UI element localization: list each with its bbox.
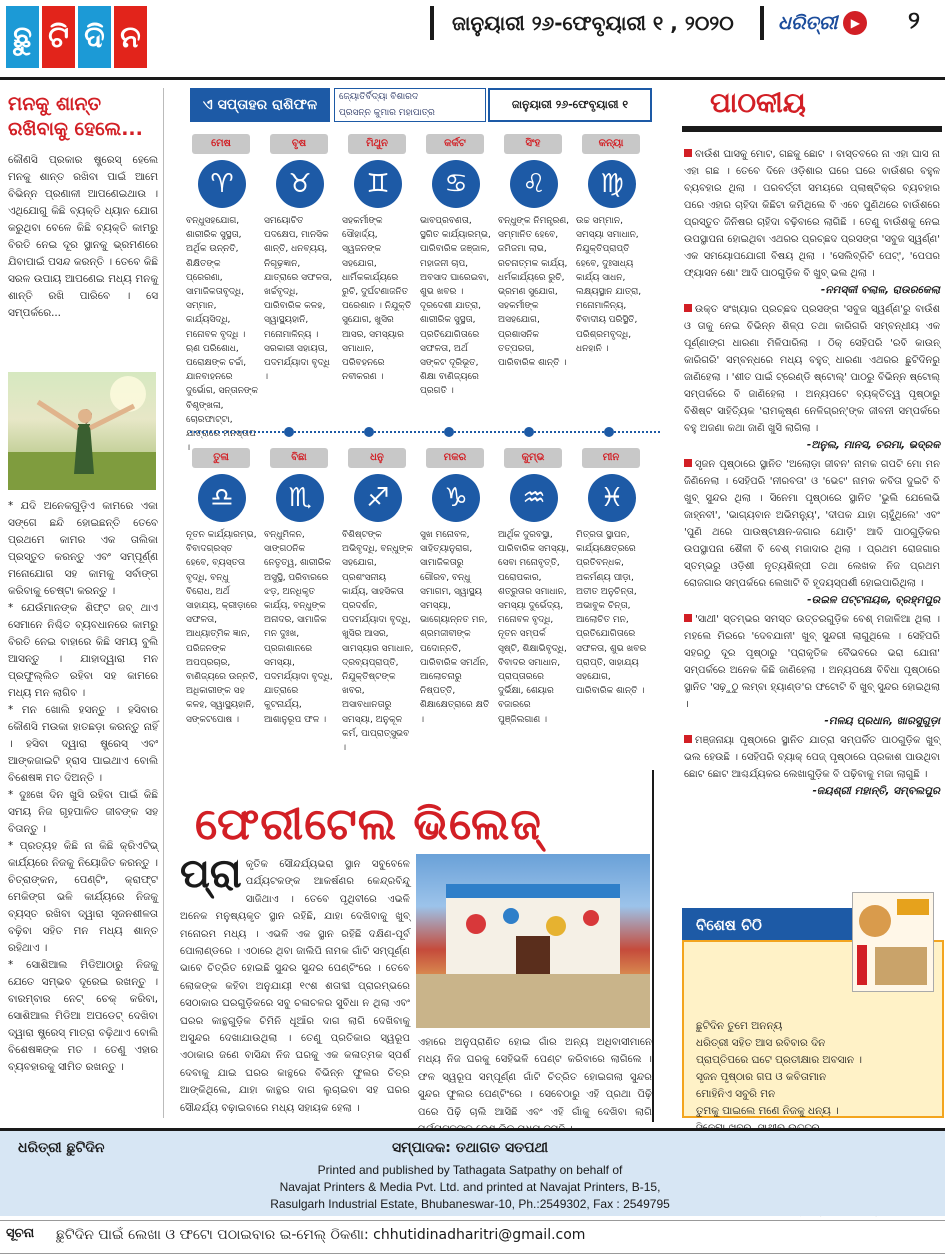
feature-text-right: ଏହାରେ ଅନୁପ୍ରାଣିତ ହୋଇ ଗାଁର ଅନ୍ୟ ଅଧିବାସୀମାନେ ମଧ୍ୟ ନିଜ ଘରକୁ ସେହିଭଳି ପେଣ୍ଟ କରିବାରେ ଲାଗିଲେ । ଫଳ ସ୍ୱରୂପ ସମ୍ପୂର୍ଣ୍ଣ ଗାଁଟି ଚିତ୍ରିତ ହୋଇଗଲା ସୁନ୍ଦର ସୁନ୍ଦର ଫୁଲର ପେଣ୍ଟିଂରେ । ସେବେଠାରୁ ଏହି ପ୍ରଥା ପିଢ଼ି ପରେ ପିଢ଼ି ଚାଲି ଆସିଛି ଏବଂ ଏହି ଗାଁକୁ ଦେଖିବା ଲାଗି [418, 1037, 652, 1118]
poem-line: ମୋହିନିଏ ସବୁରି ମନ [696, 1088, 776, 1100]
zodiac-sign [342, 448, 414, 755]
letter-text: ସୃଜନ ପୃଷ୍ଠାରେ ସ୍ଥାନିତ 'ଅଲୋଡ଼ା ଜୀବନ' ନାମକ ଗପଟି ମୋ ମନ ଜିଣିନେଲା । ସେହିପରି 'ନୀରବତା' ଓ 'ଭେଟ' ନାମକ କବିତା ଦୁଇଟି ବି ଖୁବ୍ ସୁନ୍ଦର ଥିଲା । ସିନେମା ପୃଷ୍ଠାରେ ସ୍ଥାନିତ 'ଭୁଲି ଯେଲେଭି ଜାହ୍ନବୀ', 'ଭାଗ୍ୟବାନ ଅଭିମନ୍ୟୁ', 'ଦୀପକ ଯାହା ଚାହୁଁଥିଲେ' ଏବଂ 'ପୁଣି ଥରେ ପାଉଷ୍ଟାକ୍ଷନ-ଜଗାର ଯୋଡ଼ି' ଆଦି ପାଠଗୁଡ଼ିକର ଉପସ୍ଥାପନା ଶୈଳୀ ବି ବେଶ୍ ମଜାଦାର ଥିଲା । ପ୍ରଥମ ରୋଜଗାର ସ୍ତମ୍ଭରୁ ଓଡ଼ିଶୀ ନୃତ୍ୟଶିଳ୍ପୀ ତଥା ଲେଖକ ନିଜ ପ୍ରଥମ ରୋଜଗାର ସମ୍ପର୍କରେ ଲେଖାଟି ବି ହୃଦୟସ୍ପର୍ଶୀ ହୋଇପାରିଥିଲା । [684, 459, 940, 589]
imprint-line: Navajat Printers & Media Pvt. Ltd. and printed at Navajat Printers, B-15, [279, 1180, 661, 1194]
letter-signature: -ମଳୟ ପ୍ରଧାନ, ଖାରସୁଗୁଡ଼ା [824, 715, 940, 727]
imprint-line: Printed and published by Tathagata Satpathy on behalf of [317, 1163, 623, 1177]
signs-row-bottom [186, 448, 656, 778]
zodiac-icon: ♊ [354, 160, 402, 208]
left-tips: * ଯଦି ଅନେକଗୁଡ଼ିଏ କାମରେ ଏକା ସଙ୍ଗେ ଛନ୍ଦି ହୋଇଛନ୍ତି ତେବେ ପ୍ରଥମେ କାମର ଏକ ତାଲିକା ପ୍ରସ୍ତୁତ କରନ୍ତୁ ଏବଂ ସମ୍ପୂର୍ଣ୍ଣ ମନୋଯୋଗ ସହ କାମକୁ ସର୍ବାଙ୍ଗ କରିବାକୁ ଚେଷ୍ଟା କରନ୍ତୁ । * ଯେଉଁମାନଙ୍କ ଶିଫ୍ଟ ଜବ୍ ଥାଏ ସେମାନେ ନିଶ୍ଚିତ ବ୍ୟବଧାନରେ କାମରୁ ବିରତି ନେଇ ବାହାରେ କିଛି ସମୟ ବୁଲି ଆସନ୍ତୁ । ଯାହାଦ୍ୱାରା ମନ ପ୍ରଫୁଲ୍ଲିତ ରହିବା ସହ କାମରେ ମଧ୍ୟ ମନ ଲାଗିବ । * ମନ ଖୋଲି ହସନ୍ତୁ । ହସିବାର କୌଣସି ମଉକା ହାତଛଡ଼ା କରନ୍ତୁ ନାହିଁ । ହସିବା ଦ୍ୱାରା ଷ୍ଟ୍ରେସ୍ ଏବଂ ଆଙ୍କଜାଇଟି ହ୍ରାସ ପାଇଥାଏ ବୋଲି ବିଶେଷଜ୍ଞ ମତ ଦିଅନ୍ତି । * ଦୁଃଖେ ଦିନ ଖୁସି ରହିବା ପାଇଁ କିଛି ସମୟ ନିଜ ଗୃହପାଳିତ ଜୀବଙ୍କ ସହ ବିତାନ୍ତୁ । * ପ୍ରତ୍ୟହ କିଛି ନା କିଛି କ୍ରିଏଟିଭ୍ କାର୍ଯ୍ୟରେ ନିଜକୁ ନିୟୋଜିତ କରନ୍ତୁ । ଚିତ୍ରାଙ୍କନ, ପେଣ୍ଟିଂ, କ୍ରାଫ୍ଟ ମେକିଙ୍ଗ ଭଳି କାର୍ଯ୍ୟରେ ନିଜକୁ ବ୍ୟସ୍ତ ରଖିବା ଦ୍ୱାରା ସୃଜନଶୀଳତା ବଢ଼ିବା ସହିତ ମନ ମଧ୍ୟ ଶାନ୍ତ ରହିଥାଏ । * ସୋଶିଆଲ ମିଡିଆଠାରୁ ନିଜକୁ ଯେତେ ସମ୍ଭବ ଦୂରେଇ ରଖନ୍ତୁ । ବାରମ୍ବାର ନେଟ୍ ଚେକ୍ କରିବା, ସୋଶିଆଲ ମିଡିଆ ଅପଡେଟ୍ ଦେଖିବା ଦ୍ୱାରା ଷ୍ଟ୍ରେସ୍ ମାତ୍ରା ବଢ଼ିଥାଏ ବୋଲି ବିଶେଷଜ୍ଞଙ୍କ ମତ । ତେଣୁ ଏହାର ବ୍ୟବହାରକୁ ସୀମିତ ରଖନ୍ତୁ । [8, 500, 158, 1073]
notice-label: ସୂଚନା [6, 1226, 35, 1241]
reader-letter [684, 301, 940, 437]
feature-body: କୃତିକ ସୌନ୍ଦର୍ଯ୍ୟଭରା ସ୍ଥାନ ସବୁବେଳେ ପର୍ଯ୍ୟଟକଙ୍କ ଆକର୍ଷଣର କେନ୍ଦ୍ରବିନ୍ଦୁ ସାଜିଥାଏ । ତେବେ ପୃଥିବୀରେ ଏଭଳି ଅନେକ ମନୁଷ୍ୟକୃତ ସ୍ଥାନ ରହିଛି, ଯାହା ଦେଖିବାକୁ ଖୁବ୍ ମନୋରମ ମଧ୍ୟ । ଏଭଳି ଏକ ସ୍ଥାନ ରହିଛି ଦକ୍ଷିଣ-ପୂର୍ବ ପୋଲାଣ୍ଡରେ । ଏଠାରେ ଥିବା ଜାଲିପି ନାମକ ଗାଁଟି ସମ୍ପୂର୍ଣ୍ଣ ଭାବେ ଚିତ୍ରିତ ହୋଇଛି ସୁନ୍ଦର ସୁନ୍ଦର ପେଣ୍ଟିଂରେ । ତେବେ ଲୋକଙ୍କ କହିବା ଅନୁଯାୟୀ ୧୯ଶ ଶତାବ୍ଦୀ ପ୍ରାରମ୍ଭରେ ସେଠାକାର ଘରଗୁଡ଼ିକରେ ସବୁ ଚଳାଚଳର ସୁବିଧା ନ ଥିଲା ଏବଂ ଘରର କାନ୍ଥଗୁଡ଼ିକ ଚିମିନି ଧୂଆଁର ଦାଗ ଲାଗି ଦେଖିବାକୁ ଅସୁନ୍ଦର ଦେଖାଯାଉଥିଲା । ତେଣୁ ପ୍ରତିକାର ସ୍ୱରୂପ ଏଠାକାର ଜଣେ ବାସିନ୍ଦା ନିଜ ଘରକୁ ଏକ କଳାତ୍ମକ ସ୍ପର୍ଶ ଦେବାକୁ ଯାଇ ଘରର କାନ୍ଥରେ ବିଭିନ୍ନ ଫୁଲର ଚିତ୍ର ଆଙ୍କିଥିଲେ, ଯାହା କାନ୍ଥର ଦାଗ ଲୁଚାଇବା ସହ ଘରର ସୌନ୍ଦର୍ଯ୍ୟ ବଢ଼ାଇବାରେ ମଧ୍ୟ ସହାୟକ ହେଲା । [180, 859, 410, 1114]
sign-prediction: ସମୟୋଚିତ ପଦକ୍ଷେପ, ମାନସିକ ଶାନ୍ତି, ଧନବ୍ୟୟ, ନିଗୂଢ଼ଜ୍ଞାନ, ଯାତ୍ରାରେ ସଫଳତା, ଖର୍ଚ୍ଚବୃଦ୍ଧି, ପାରିବାରିକ କଳହ, ସ୍ୱାସ୍ଥ୍ୟହାନି, ମନୋମାଳିନ୍ୟ । ସରକାରୀ ସହାୟତା, ପଦମର୍ଯ୍ୟାଦା ବୃଦ୍ଧି । [264, 216, 333, 383]
sign-name: ବୃଷ [270, 134, 328, 154]
paper-name: ଧରିତ୍ରୀ ଛୁଟିଦିନ [18, 1140, 105, 1156]
logo-tile: ଟି [42, 6, 75, 68]
zodiac-sign [576, 448, 648, 698]
divider-dot [444, 427, 454, 437]
bullet-icon [684, 614, 692, 622]
village-photo [416, 854, 650, 1028]
painted-house-illustration [416, 854, 650, 1028]
zodiac-sign [186, 134, 258, 455]
dropcap: ପ୍ରା [180, 851, 242, 897]
page-number: ୨ [908, 6, 920, 34]
logo-tile: ଛୁ [6, 6, 39, 68]
bullet-icon [684, 459, 692, 467]
letter-text: ବାଉଁଶ ଘାସକୁ ମୋଟ, ଗଛକୁ ଛୋଟ । ବାସ୍ତବରେ ନା ଏହା ଘାସ ନା ଏହା ଗଛ । ତେବେ ଦିନେ ଓଡ଼ିଶାର ଘରେ ଘରେ ବାଉଁଶର ବହୁଳ ବ୍ୟବହାର ଥିଲା । ପରବର୍ତ୍ତୀ ସମୟରେ ପ୍ଲାଷ୍ଟିକ୍ର ବ୍ୟବହାର ପରେ ଏହାର ଚାହିଦା କିଛିଟା କମିଥିଲେ ବି ଏବେ ପୁଣିଥରେ ବାଉଁଶରେ ପ୍ରସ୍ତୁତ ଜିନିଷର ଚାହିଦା ବଢ଼ିବାରେ ଲାଗିଛି । ତେଣୁ ବାଉଁଶକୁ ନେଇ ଉପସ୍ଥାପନା ହୋଇଥିବା ଏଥରର ପ୍ରଚ୍ଛଦ ପ୍ରସଙ୍ଗ 'ସବୁଜ ସ୍ୱର୍ଣ୍ଣ' ଏକ ସମୟୋପଯୋଗୀ ବିଷୟ ଥିଲା । 'ସେଲିବ୍ରିଟି ପେଟ୍', 'ପେପର ଫ୍ୟାସନ ଶୋ' ଆଦି ପାଠଗୁଡ଼ିକ ବି ଖୁବ୍ ଭଲ ଥିଲା । [684, 149, 940, 279]
sign-prediction: ବନ୍ଧୁମିଳନ, ସାଙ୍ଗଠନିକ ନେତୃତ୍ୱ, ଶାରୀରିକ ଅସୁସ୍ଥି, ପରିବାରରେ ଝଡ଼, ଅନଧିକୃତ କାର୍ଯ୍ୟ, ବନ୍ଧୁଙ୍କ ଅନାଦର, ସାମାଜିକ ମନ ଦୁଃଖ, ପ୍ରଜାଶାନରେ ସମସ୍ୟା, ପଦମର୍ଯ୍ୟାଦା ବୃଦ୍ଧି, ଯାତ୍ରାରେ କୁଟନାର୍ଯ୍ୟ, ଆଶାନୁରୂପ ଫଳ । [264, 530, 333, 725]
zodiac-icon: ♑ [432, 474, 480, 522]
zodiac-icon: ♈ [198, 160, 246, 208]
zodiac-sign [420, 448, 492, 727]
divider-dot [364, 427, 374, 437]
poem-line: ଧରିତ୍ରୀ ସହିତ ଆସ ରବିବାର ଦିନ [696, 1037, 826, 1049]
zodiac-icon: ♒ [510, 474, 558, 522]
sign-name: ମକର [426, 448, 484, 468]
signs-row-top [186, 134, 656, 454]
feature-title: ଫେରୀଟେଲ ଭିଲେଜ୍ [195, 799, 542, 850]
divider-dot [284, 427, 294, 437]
imprint-line: Rasulgarh Industrial Estate, Bhubaneswar-10, Ph.:2549302, Fax : 2549795 [270, 1197, 670, 1211]
pathakiya-logo-a: ପା [710, 86, 738, 119]
zodiac-sign [576, 134, 648, 356]
reader-letter [684, 611, 940, 713]
sign-prediction: ସୁଖ ମନୋବଳ, ସାହିତ୍ୟାନୁରାଗ, ସାମାଜିକତାରୁ ଗୌରବ, ବନ୍ଧୁ ସମାଗମ, ସ୍ୱାସ୍ଥ୍ୟ ସମସ୍ୟା, ଭାଗ୍ୟୋନ୍ନତ ମନ, ଶ୍ରମଜୀବୀଙ୍କ ପଦୋନ୍ନତି, ପାରିବାରିକ ସମର୍ଥନ, ଆଲୋଚନାରୁ ନିଷ୍ପତ୍ତି, ଶିକ୍ଷାକ୍ଷେତ୍ରାରେ କ୍ଷତି । [420, 530, 490, 725]
reader-letter [684, 732, 940, 783]
bullet-icon [684, 735, 692, 743]
zodiac-icon: ♓ [588, 474, 636, 522]
astrologer-title: ଜ୍ୟୋତିର୍ବିଦ୍ୟା ବିଶାରଦ [339, 92, 419, 102]
letter-signature: -ଉଇଳ ପଟ୍ଟନାୟକ, ବ୍ରହ୍ମପୁର [807, 594, 940, 606]
editor-credit: ସମ୍ପାଦକ: ତଥାଗତ ସତପଥୀ [392, 1140, 549, 1156]
sign-name: କନ୍ୟା [582, 134, 640, 154]
rashifal-date: ଜାନୁୟାରୀ ୨୬-ଫେବୃୟାରୀ ୧ [488, 88, 652, 122]
sign-prediction: ବିଶିଷ୍ଟଙ୍କ ଅଭିବୃଦ୍ଧି, ବନ୍ଧୁଙ୍କ ସହଯୋଗ, ପ୍ରଶଂସନୀୟ କାର୍ଯ୍ୟ, ସାହସିକତା ପ୍ରଦର୍ଶନ, ପଦମର୍ଯ୍ୟାଦା ବୃଦ୍ଧି, ଖୁସିର ଆସର, ସାମସ୍ୟାର ସମାଧାନ, ଦ୍ରବ୍ୟପ୍ରାପ୍ତି, ନିଯୁକ୍ତିଷ୍ଟଙ୍କ ଖବର, ଅସାବଧାନତାରୁ ସମସ୍ୟା, ଅନୁକୂଳ କର୍ମ, ପାପ୍ରାତ୍ସୁଭବ । [342, 530, 414, 754]
sign-name: କର୍କଟ [426, 134, 484, 154]
letters-list [684, 146, 940, 902]
sign-prediction: ଉଚ୍ଚ ସମ୍ମାନ, ସମସ୍ୟା ସମାଧାନ, ନିଯୁକ୍ତିପ୍ରାପ୍ତି ହେବେ, ଦୁଃସାଧ୍ୟ କାର୍ଯ୍ୟ ସାଧନ, ଲକ୍ଷ୍ୟସ୍ଥାନ ଯାତ୍ରା, ମନୋମାଳିନ୍ୟ, ବିବାଦୀୟ ପରିସ୍ଥିତି, ପରିଶ୍ରମବୃଦ୍ଧି, ଧନହାନି । [576, 216, 642, 354]
left-heading: ମନକୁ ଶାନ୍ତ ରଖିବାକୁ ହେଲେ... [8, 93, 143, 140]
signs-divider [190, 431, 660, 433]
letter-signature: -ଜୟଶ୍ରୀ ମହାନ୍ତି, ସମ୍ବଲପୁର [812, 785, 940, 797]
zodiac-icon: ♎ [198, 474, 246, 522]
sign-prediction: ଭାବପ୍ରବଣତା, ସ୍ଥଗିତ କାର୍ଯ୍ୟାରମ୍ଭ, ପାରିବାରିକ ଜଞ୍ଜାଳ, ମହାଜନୀ ଚାପ, ଅବସାଦ ଘାରେଇବା, ଶୁଭ ଖବର । ଦୂରଦେଶୀ ଯାତ୍ରା, ଶାରୀରିକ ସୁସ୍ଥତା, ପ୍ରତିଯୋଗିତାରେ ସଫଳତା, ଅର୍ଥ ସଙ୍କଟ ଦୂରିଭୂତ, ଶିକ୍ଷା ବାଣିଜ୍ୟରେ ପ୍ରଗତି । [420, 216, 491, 397]
bisesha-chithi-heading: ବିଶେଷ ଚିଠି [682, 908, 852, 942]
zodiac-sign [186, 448, 258, 727]
sign-name: ଧନୁ [348, 448, 406, 468]
zodiac-icon: ♐ [354, 474, 402, 522]
logo-tile: ଦି [78, 6, 111, 68]
pathakiya-rule [682, 126, 942, 132]
letter-signature: -ଅନୁଲ, ମାନସ, ଚରମା, ଭଦ୍ରକ [806, 439, 940, 451]
poem-line: ତୁମକୁ ପାଇଲେ ମଣେ ନିଜକୁ ଧନ୍ୟ । [696, 1105, 839, 1117]
rashifal-title: ଏ ସପ୍ତାହର ରାଶିଫଳ [190, 88, 330, 122]
pathakiya-logo [710, 86, 806, 120]
logo-tile: ନ [114, 6, 147, 68]
notice-email[interactable]: ଛୁଟିଦିନ ପାଇଁ ଲେଖା ଓ ଫଟୋ ପଠାଇବାର ଇ-ମେଲ୍ ଠିକଣା: chhutidinadharitri@gmail.com [56, 1227, 586, 1243]
brand-name: ଧରିତ୍ରୀ [778, 12, 838, 34]
letter-signature: -ନମସ୍କୀ ବଲାଳ, ରାଉରକେଲା [820, 284, 940, 296]
magazine-cover-image [852, 892, 934, 992]
chhutidina-logo [6, 6, 147, 68]
zodiac-icon: ♍ [588, 160, 636, 208]
zodiac-sign [498, 134, 570, 370]
sign-prediction: ସହକର୍ମୀଙ୍କ ସୌହାର୍ଦ୍ଦ୍ୟ, ସ୍ୱଜନଙ୍କ ସହଯୋଗ, ଧାର୍ମିକକାର୍ଯ୍ୟରେ ରୁଚି, ଦୁର୍ଘଟଣାଜନିତ ପରେଶାନ । ନିଯୁକ୍ତି ସୁଯୋଗ, ଖୁସିର ଆସର, ସମସ୍ୟାର ସମାଧାନ, ପରିବହନରେ ନବୀକରଣ । [342, 216, 412, 383]
sign-name: ମିଥୁନ [348, 134, 406, 154]
poem-line: ସୃଜନ ପୃଷ୍ଠାର ଗପ ଓ କବିତାମାନ [696, 1071, 827, 1083]
sign-name: ମୀନ [582, 448, 640, 468]
divider-dot [524, 427, 534, 437]
play-icon: ▶ [843, 11, 867, 35]
imprint [120, 1162, 820, 1213]
reader-letter [684, 146, 940, 282]
magazine-cover-illustration [853, 893, 933, 991]
issue-date: ଜାନୁୟାରୀ ୨୬-ଫେବୃୟାରୀ ୧ , ୨୦୨୦ [430, 6, 734, 40]
poem-line: ଛୁଟିଦିନ ତୁମେ ଅନନ୍ୟ [696, 1020, 783, 1032]
poem-line: ପ୍ରାପ୍ତିପରେ ଘଟେ ପ୍ରତୀକ୍ଷାର ଅବସାନ । [696, 1054, 862, 1066]
left-intro: କୌଣସି ପ୍ରକାର ଷ୍ଟ୍ରେସ୍ ହେଲେ ମନକୁ ଶାନ୍ତ ରଖିବା ପାଇଁ ଆମେ ବିଭିନ୍ନ ପ୍ରଣାଳୀ ଆପଣେଇଥାଉ । ଏଥିଯୋଗୁ କିଛି ବ୍ୟକ୍ତି ଧ୍ୟାନ ଯୋଗ କରୁଥିବା ବେଳେ କିଛି ବ୍ୟକ୍ତି କାମରୁ ବିରତି ନେଇ ଦୂର ସ୍ଥାନକୁ ଭ୍ରମଣରେ ଯିବାପାଇଁ ପସନ୍ଦ କରନ୍ତି । ତେବେ କିଛି ସରଳ ଉପାୟ ଆପଣେଇ ମଧ୍ୟ ମନକୁ ଶାନ୍ତି ରଖି ପାରିବେ । ସେ ସମ୍ପର୍କରେ... [8, 154, 158, 319]
astrologer-credit [334, 88, 486, 122]
bullet-icon [684, 149, 692, 157]
zodiac-sign [342, 134, 414, 384]
sign-prediction: ବନ୍ଧୁସହଯୋଗ, ଶାରୀରିକ ସୁସ୍ଥତା, ଅର୍ଥିକ ଉନ୍ନତି, ଶିକ୍ଷିତଙ୍କ ପ୍ରେରଣା, ସାମାଜିକତାବୃଦ୍ଧି, ସମ୍ମାନ, କାର୍ଯ୍ୟସିଦ୍ଧି, ମନୋବଳ ବୃଦ୍ଧି । ଋଣ ପରିଶୋଧ, ପରୋକ୍ଷଙ୍କ ଚର୍ଚ୍ଚା, ଯାନବାହନରେ ଦୁର୍ଭୋଗ, ସନ୍ତାନଙ୍କ ବିଶୃଙ୍ଖଳା, ଚୋରଫାଟ୍ଟା, ଯାତ୍ରାରେ ମନସ୍ତାପ । [186, 216, 258, 454]
brand [760, 6, 867, 40]
sign-name: ତୁଳା [192, 448, 250, 468]
zodiac-icon: ♋ [432, 160, 480, 208]
woman-photo [8, 372, 156, 490]
zodiac-sign [420, 134, 492, 399]
sign-name: କୁମ୍ଭ [504, 448, 562, 468]
sign-prediction: ନୂତନ କାର୍ଯ୍ୟାରମ୍ଭ, ବିବାଦଗ୍ରସ୍ତ ହେବେ, ବ୍ୟସ୍ତତା ବୃଦ୍ଧି, ବନ୍ଧୁ ବିରୋଧ, ଅର୍ଥ ସାହାଯ୍ୟ, କ୍ରୀଡ଼ାରେ ସଫଳତା, ଆଧ୍ୟାତ୍ମିକ ଜ୍ଞାନ, ପରିଜନଙ୍କ ଅପପ୍ରଚାର, ବାଣିଜ୍ୟରେ ଉନ୍ନତି, ଅଧିକାରୀଙ୍କ ସହ କଳହ, ସ୍ୱାସ୍ଥ୍ୟହାନି, ସଙ୍କଟପୋଷ । [186, 530, 259, 725]
zodiac-icon: ♏ [276, 474, 324, 522]
zodiac-sign [498, 448, 570, 727]
feature-text-left [180, 851, 410, 1118]
pathakiya-logo-b: ଠକୀୟ [737, 86, 806, 119]
reader-letter [684, 456, 940, 592]
zodiac-icon: ♌ [510, 160, 558, 208]
sign-prediction: ଆର୍ଥିକ ଦୁରବସ୍ଥା, ପାରିବାରିକ ସମସ୍ୟା, ସେବା ମନୋବୃତ୍ତି, ପରୋପକାର, ଶତ୍ରୁତାର ସମାଧାନ, ସମସ୍ୟା ଦୁର୍ଭେଦ୍ୟ, ମନୋବଳ ବୃଦ୍ଧି, ନୂତନ ସମ୍ପର୍କ ସୃଷ୍ଟି, ଶିକ୍ଷାଭିବୃଦ୍ଧି, ବିବାଦର ସମାଧାନ, ପ୍ରାପ୍ତାରରେ ଦୁର୍ଭିକ୍ଷା, ଶେୟାର ବଜାରରେ ପୁଞ୍ଜିଲଗାଣ । [498, 530, 569, 725]
sign-prediction: ମିତ୍ରତା ସ୍ଥାପନ, କାର୍ଯ୍ୟକ୍ଷେତ୍ରରେ ପ୍ରତିବନ୍ଧକ, ଅକର୍ମଣ୍ୟ ପୀଡ଼ା, ଅତୀତ ଅନୁଚିନ୍ତା, ଅଭାବୁକ ଚିନ୍ତା, ଆଲୋଚିତ ମନ, ପ୍ରତିଯୋଗିତାରେ ସଫଳତା, ଶୁଭ ଖବର ପ୍ରାପ୍ତି, ସାହାଯ୍ୟ ସହଯୋଗ, ପାରିବାରିକ ଶାନ୍ତି । [576, 530, 647, 697]
bullet-icon [684, 304, 692, 312]
letter-text: ମଞ୍ଜନାୟା ପୃଷ୍ଠାରେ ସ୍ଥାନିତ ଯାତ୍ରା ସମ୍ପର୍କିତ ପାଠଗୁଡ଼ିକ ଖୁବ୍ ଭଲ ହେଉଛି । ସେହିପରି ବ୍ୟାକ୍ ପେଜ୍ ପୃଷ୍ଠାରେ ପ୍ରକାଶ ପାଉଥିବା ଛୋଟ ଛୋଟ ଆଶ୍ଚର୍ଯ୍ୟକର ଲେଖାଗୁଡ଼ିକ ବି ପଢ଼ିବାକୁ ମଜା ଲାଗୁଛି । [684, 735, 940, 780]
zodiac-sign [264, 134, 336, 384]
divider-dot [604, 427, 614, 437]
letter-text: ଉକ୍ତ ସଂଖ୍ୟାର ପ୍ରଚ୍ଛଦ ପ୍ରସଙ୍ଗ 'ସବୁଜ ସ୍ୱର୍ଣ୍ଣ'ରୁ ବାଉଁଶ ଓ ତାକୁ ନେଇ ବିଭିନ୍ନ ଶିଳ୍ପ ତଥା କାରିଗରି ସମ୍ବନ୍ଧୀୟ ଏକ ପୂର୍ଣ୍ଣାଙ୍ଗ ଧାରଣା ମିଳିପାରିଲା । ଠିକ୍ ସେହିପରି 'ରବି କାଉନ୍ କାରିଗରି' ସମ୍ବନ୍ଧରେ ମଧ୍ୟ ବହୁତ୍ ଧାରଣା ଏଥରର ଛୁଟିଦିନରୁ ଜାଣିହେଲା । 'ଶୀତ ପାଇଁ ଟ୍ରେଣ୍ଡି ଷ୍ଟୋଲ୍' ପାଠରୁ ବିଭିନ୍ନ ଷ୍ଟୋଲ୍ ସମ୍ପର୍କରେ ବି ଜାଣିହେଲା । ଅନ୍ୟପଟେ ବ୍ୟକ୍ତିତ୍ୱ ପୃଷ୍ଠାରୁ ବିଶିଷ୍ଟ ସାହିତ୍ୟିକ 'ରାମକୃଷ୍ଣ ନେଳିଗ୍ରନ୍'ଙ୍କ ଜୀବନୀ ସମ୍ପର୍କରେ ବହୁ ଅଜଣା କଥା ଜାଣି ଖୁସି ଲାଗିଲା । [684, 304, 940, 434]
sign-name: ମେଷ [192, 134, 250, 154]
sign-prediction: ବନ୍ଧୁଙ୍କ ନିମନ୍ତ୍ରଣ, ସମ୍ମାନିତ ହେବେ, ଜମିଜମା ଲାଭ, ରଚନାତ୍ମକ କାର୍ଯ୍ୟ, ଧର୍ମକାର୍ଯ୍ୟରେ ରୁଚି, ଭ୍ରମଣ ସୁଯୋଗ, ସହକର୍ମୀଙ୍କ ଅସହଯୋଗ, ପ୍ରଶାସନିକ ତତ୍ପରତା, ପାରିବାରିକ ଶାନ୍ତି । [498, 216, 570, 369]
astrologer-name: ପ୍ରସନ୍ନ କୁମାର ମହାପାତ୍ର [339, 108, 435, 118]
zodiac-icon: ♉ [276, 160, 324, 208]
woman-illustration [8, 372, 156, 490]
sign-name: ବିଛା [270, 448, 328, 468]
zodiac-sign [264, 448, 336, 727]
sign-name: ସିଂହ [504, 134, 562, 154]
letter-text: 'ସାଥୀ' ସ୍ତମ୍ଭର ସମସ୍ତ ଉତ୍ତରଗୁଡ଼ିକ ବେଶ୍ ମଜାଳିଆ ଥିଲା । ମହଲେ ମିରରେ 'ଦେବଯାନୀ' ଖୁବ୍ ସୁନ୍ଦରୀ ଲାଗୁଥିଲେ । ସେହିପରି ସହରଠୁ ଦୂର ପୃଷ୍ଠାରୁ 'ପ୍ରାକୃତିକ ବୈଭବରେ ଭରା ଯୋନା' ସମ୍ପର୍କରେ ଅନେକ କିଛି ଜାଣିହେଲା । ଅନ୍ୟପକ୍ଷେ ବିବିଧା ପୃଷ୍ଠାରେ ସ୍ଥାନିତ 'ସଢ଼ୁଠୁ ଲମ୍ବା ହ୍ୟାଣ୍ଡ'ର ଫଟୋଟି ବି ଖୁବ୍ ସୁନ୍ଦର ହୋଇଥିଲା । [684, 614, 940, 710]
